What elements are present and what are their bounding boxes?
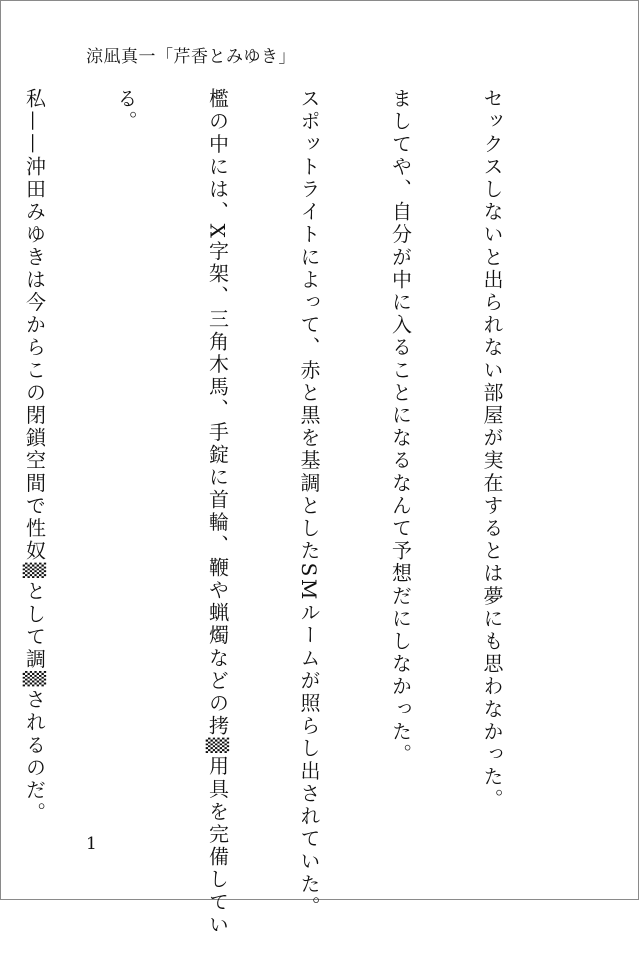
text-line: る。 — [114, 88, 138, 134]
text-line: 檻の中には、X字架、三角木馬、手錠に首輪、鞭や蝋燭などの拷▒用具を完備してい — [205, 88, 230, 937]
page-number: 1 — [86, 834, 97, 854]
running-header: 涼凪真一「芹香とみゆき」 — [86, 47, 296, 67]
text-line: スポットライトによって、赤と黒を基調としたSMルームが照らし出されていた。 — [297, 88, 321, 919]
body-text — [22, 88, 568, 937]
text-line: セックスしないと出られない部屋が実在するとは夢にも思わなかった。 — [480, 88, 504, 812]
text-line: 私——沖田みゆきは今からこの閉鎖空間で性奴▒として調▒されるのだ。 — [22, 88, 47, 825]
text-line: ましてや、自分が中に入ることになるなんて予想だにしなかった。 — [388, 88, 413, 766]
